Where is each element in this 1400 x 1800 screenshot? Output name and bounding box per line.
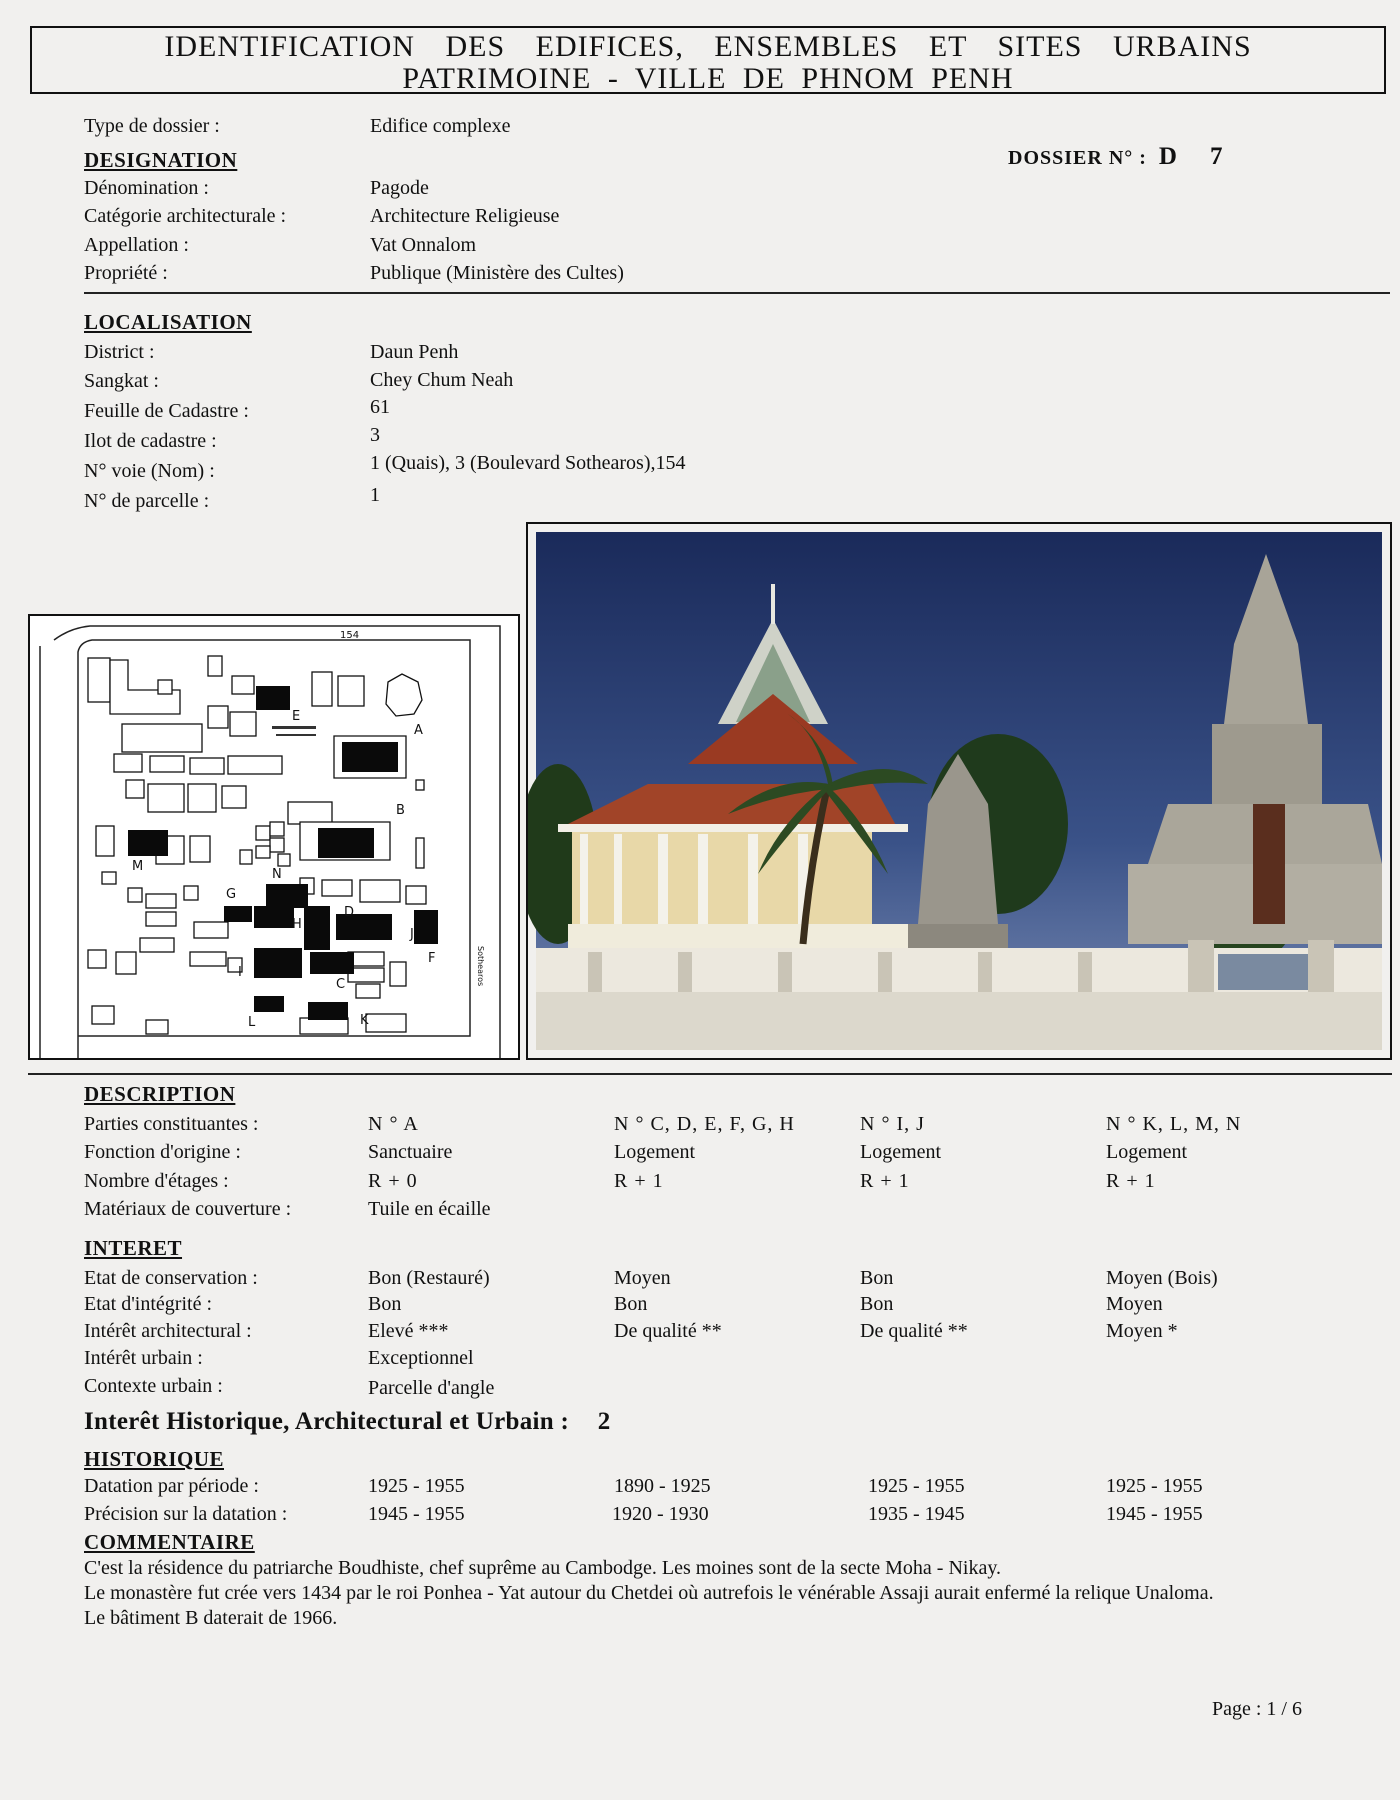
interet-architectural-col3: De qualité ** xyxy=(860,1320,968,1342)
map-label-l: L xyxy=(248,1015,256,1030)
map-label-i: I xyxy=(238,965,242,980)
type-dossier-value: Edifice complexe xyxy=(370,115,511,137)
map-label-e: E xyxy=(292,709,301,724)
commentaire-heading: COMMENTAIRE xyxy=(84,1530,255,1554)
dossier-letter: D xyxy=(1158,143,1178,170)
description-etages-label: Nombre d'étages : xyxy=(84,1170,229,1192)
description-fonction-col2: Logement xyxy=(614,1141,696,1163)
map-label-k: K xyxy=(360,1013,369,1028)
page-number: Page : 1 / 6 xyxy=(1212,1698,1302,1720)
interet-architectural-col2: De qualité ** xyxy=(614,1320,722,1342)
designation-denomination-label: Dénomination : xyxy=(84,177,209,199)
localisation-district-label: District : xyxy=(84,341,155,363)
historique-precision-col1: 1945 - 1955 xyxy=(368,1503,465,1525)
description-etages-col1: R + 0 xyxy=(368,1170,418,1192)
pagoda-photo-illustration xyxy=(528,524,1390,1058)
interet-urbain-col1: Exceptionnel xyxy=(368,1347,474,1369)
interet-conservation-col1: Bon (Restauré) xyxy=(368,1267,490,1289)
historique-precision-col3: 1935 - 1945 xyxy=(868,1503,965,1525)
interet-architectural-col4: Moyen * xyxy=(1106,1320,1178,1342)
map-street-label: 154 xyxy=(340,630,360,641)
designation-propriete-label: Propriété : xyxy=(84,262,168,284)
divider-1 xyxy=(84,292,1390,294)
cadastre-map-drawing xyxy=(30,616,518,1058)
historique-precision-col4: 1945 - 1955 xyxy=(1106,1503,1203,1525)
historique-periode-col1: 1925 - 1955 xyxy=(368,1475,465,1497)
interet-urbain-label: Intérêt urbain : xyxy=(84,1347,203,1369)
commentaire-text xyxy=(84,1556,1374,1631)
description-parties-label: Parties constituantes : xyxy=(84,1113,259,1135)
historique-heading: HISTORIQUE xyxy=(84,1447,224,1471)
localisation-district-value: Daun Penh xyxy=(370,341,459,363)
localisation-heading: LOCALISATION xyxy=(84,310,252,334)
interet-summary-value: 2 xyxy=(597,1408,611,1435)
description-parties-col3: N ° I, J xyxy=(860,1113,925,1135)
historique-periode-col4: 1925 - 1955 xyxy=(1106,1475,1203,1497)
localisation-voie-label: N° voie (Nom) : xyxy=(84,460,215,482)
description-couverture-label: Matériaux de couverture : xyxy=(84,1198,292,1220)
interet-conservation-col3: Bon xyxy=(860,1267,894,1289)
localisation-sangkat-label: Sangkat : xyxy=(84,370,159,392)
map-label-g: G xyxy=(226,887,237,902)
designation-heading: DESIGNATION xyxy=(84,148,238,172)
interet-conservation-label: Etat de conservation : xyxy=(84,1267,258,1289)
designation-appellation-value: Vat Onnalom xyxy=(370,234,477,256)
historique-precision-col2: 1920 - 1930 xyxy=(612,1503,709,1525)
interet-conservation-col4: Moyen (Bois) xyxy=(1106,1267,1218,1289)
description-couverture-col1: Tuile en écaille xyxy=(368,1198,491,1220)
map-label-n: N xyxy=(272,867,282,882)
localisation-parcelle-label: N° de parcelle : xyxy=(84,490,210,512)
interet-summary-label: Interêt Historique, Architectural et Urbain : xyxy=(84,1408,570,1435)
commentaire-line-2: Le monastère fut crée vers 1434 par le roi Ponhea - Yat autour du Chetdei où autrefois le vénérable Assaji aurait enfermé la relique Unaloma. xyxy=(84,1582,1214,1604)
description-fonction-label: Fonction d'origine : xyxy=(84,1141,241,1163)
cadastre-map xyxy=(28,614,520,1060)
document-title-box xyxy=(30,26,1386,94)
localisation-sangkat-value: Chey Chum Neah xyxy=(370,369,514,391)
description-etages-col2: R + 1 xyxy=(614,1170,664,1192)
interet-integrite-col2: Bon xyxy=(614,1293,648,1315)
interet-integrite-col1: Bon xyxy=(368,1293,402,1315)
map-label-b: B xyxy=(396,803,405,818)
designation-categorie-label: Catégorie architecturale : xyxy=(84,205,287,227)
interet-contexte-label: Contexte urbain : xyxy=(84,1375,223,1397)
map-label-j: J xyxy=(410,927,414,942)
historique-periode-label: Datation par période : xyxy=(84,1475,259,1497)
interet-architectural-label: Intérêt architectural : xyxy=(84,1320,252,1342)
dossier-number xyxy=(1008,143,1223,171)
localisation-voie-value: 1 (Quais), 3 (Boulevard Sothearos),154 xyxy=(370,452,686,474)
dossier-label: DOSSIER N° : xyxy=(1008,147,1147,169)
localisation-feuille-value: 61 xyxy=(370,396,390,418)
svg-text:Sothearos: Sothearos xyxy=(476,946,485,987)
localisation-feuille-label: Feuille de Cadastre : xyxy=(84,400,249,422)
description-parties-col4: N ° K, L, M, N xyxy=(1106,1113,1242,1135)
description-heading: DESCRIPTION xyxy=(84,1082,236,1106)
dossier-num: 7 xyxy=(1209,143,1224,170)
map-label-f: F xyxy=(428,951,436,966)
map-label-m: M xyxy=(132,859,144,874)
interet-summary xyxy=(84,1408,611,1436)
interet-integrite-col4: Moyen xyxy=(1106,1293,1163,1315)
commentaire-line-1: C'est la résidence du patriarche Boudhiste, chef suprême au Cambodge. Les moines sont de la secte Moha - Nikay. xyxy=(84,1557,1002,1579)
type-dossier-label: Type de dossier : xyxy=(84,115,220,137)
designation-propriete-value: Publique (Ministère des Cultes) xyxy=(370,262,624,284)
map-label-h: H xyxy=(292,917,302,932)
localisation-parcelle-value: 1 xyxy=(370,484,380,506)
localisation-ilot-value: 3 xyxy=(370,424,380,446)
description-etages-col3: R + 1 xyxy=(860,1170,910,1192)
description-parties-col2: N ° C, D, E, F, G, H xyxy=(614,1113,795,1135)
title-line-2: PATRIMOINE - VILLE DE PHNOM PENH xyxy=(402,62,1014,95)
map-label-d: D xyxy=(344,905,355,920)
commentaire-line-3: Le bâtiment B daterait de 1966. xyxy=(84,1607,338,1629)
title-line-1: IDENTIFICATION DES EDIFICES, ENSEMBLES ET SITES URBAINS xyxy=(164,30,1252,63)
description-fonction-col4: Logement xyxy=(1106,1141,1188,1163)
divider-2 xyxy=(28,1073,1392,1075)
historique-periode-col2: 1890 - 1925 xyxy=(614,1475,711,1497)
map-label-a: A xyxy=(414,723,423,738)
description-fonction-col1: Sanctuaire xyxy=(368,1141,453,1163)
historique-precision-label: Précision sur la datation : xyxy=(84,1503,288,1525)
interet-integrite-col3: Bon xyxy=(860,1293,894,1315)
designation-appellation-label: Appellation : xyxy=(84,234,189,256)
designation-categorie-value: Architecture Religieuse xyxy=(370,205,560,227)
pagoda-photo xyxy=(526,522,1392,1060)
description-parties-col1: N ° A xyxy=(368,1113,419,1135)
interet-contexte-col1: Parcelle d'angle xyxy=(368,1377,495,1399)
historique-periode-col3: 1925 - 1955 xyxy=(868,1475,965,1497)
description-fonction-col3: Logement xyxy=(860,1141,942,1163)
interet-integrite-label: Etat d'intégrité : xyxy=(84,1293,213,1315)
interet-conservation-col2: Moyen xyxy=(614,1267,671,1289)
interet-heading: INTERET xyxy=(84,1236,183,1260)
map-label-c: C xyxy=(336,977,346,992)
designation-denomination-value: Pagode xyxy=(370,177,429,199)
localisation-ilot-label: Ilot de cadastre : xyxy=(84,430,217,452)
interet-architectural-col1: Elevé *** xyxy=(368,1320,449,1342)
description-etages-col4: R + 1 xyxy=(1106,1170,1156,1192)
